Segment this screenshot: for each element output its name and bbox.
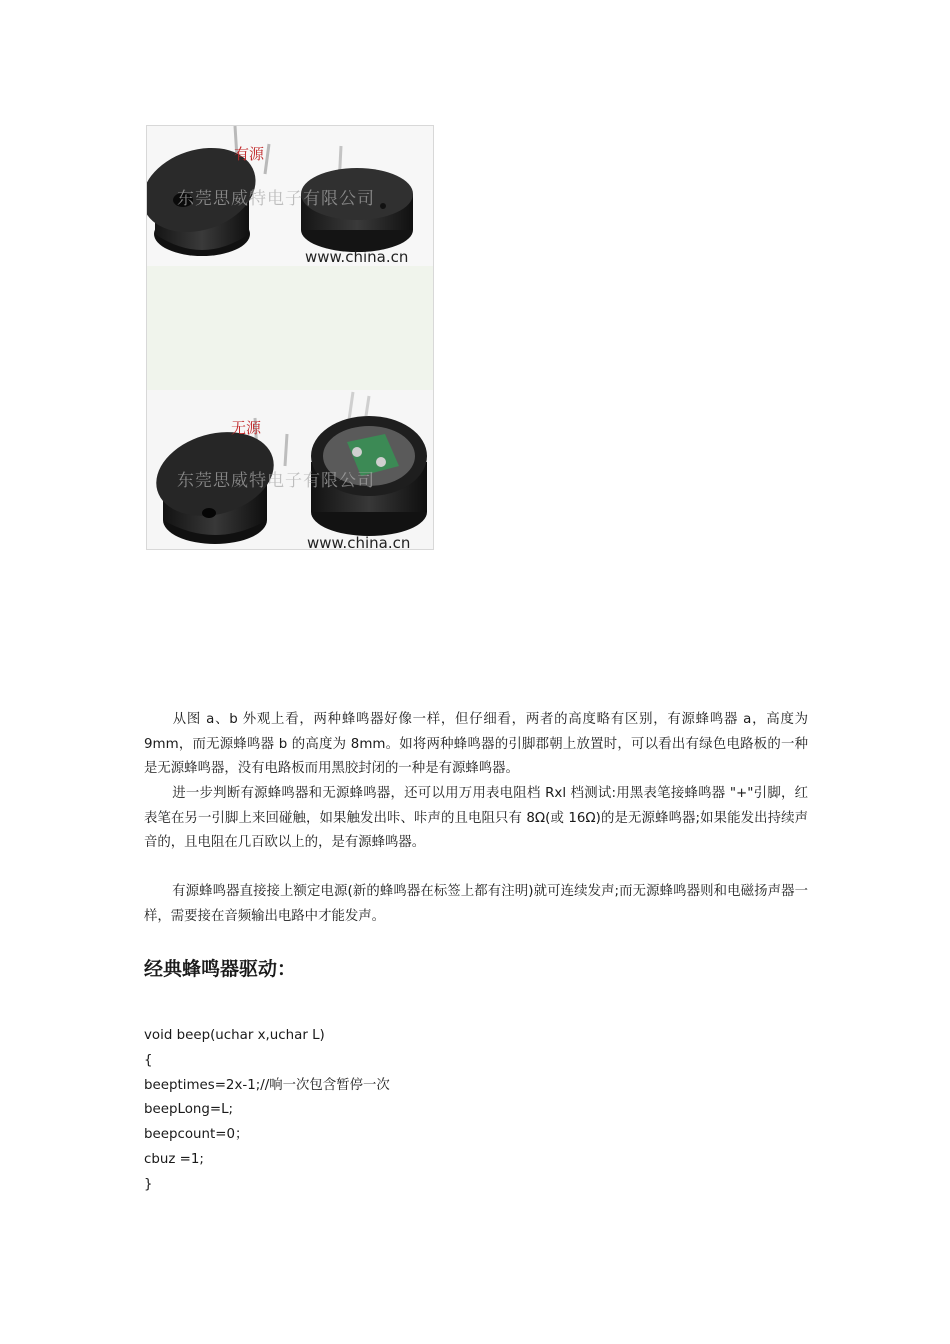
buzzer-photo-figure	[146, 125, 434, 550]
code-line: }	[144, 1176, 153, 1192]
url-top: www.china.cn	[305, 248, 409, 266]
code-line: beepcount=0；	[144, 1127, 249, 1143]
passive-buzzer-photo	[147, 390, 433, 550]
watermark-top: 东莞思威特电子有限公司	[177, 189, 375, 209]
code-line: beepLong=L;	[144, 1102, 234, 1118]
paragraph-appearance-text: 从图 a、b 外观上看，两种蜂鸣器好像一样，但仔细看，两者的高度略有区别，有源蜂鸣器 a，高度为 9mm，而无源蜂鸣器 b 的高度为 8mm。如将两种蜂鸣器的引脚郡朝上放置时，可以看出有绿色电路板的一种是无源蜂鸣器，没有电路板而用黑胶封闭的一种是有源蜂鸣器。	[144, 712, 808, 776]
paragraph-multimeter-text: 进一步判断有源蜂鸣器和无源蜂鸣器，还可以用万用表电阻档 Rxl 档测试:用黑表笔接蜂鸣器 "+"引脚，红表笔在另一引脚上来回碰触，如果触发出咔、咔声的且电阻只有 8Ω(或 16Ω)的是无源蜂鸣器;如果能发出持续声音的，且电阻在几百欧以上的，是有源蜂鸣器。	[144, 786, 808, 850]
code-line: cbuz =1;	[144, 1151, 204, 1167]
paragraph-appearance	[144, 708, 808, 782]
paragraph-usage	[144, 880, 808, 929]
active-buzzer-photo	[147, 126, 433, 266]
watermark-bottom: 东莞思威特电子有限公司	[177, 471, 375, 491]
paragraph-usage-text: 有源蜂鸣器直接接上额定电源(新的蜂鸣器在标签上都有注明)就可连续发声;而无源蜂鸣器则和电磁扬声器一样，需要接在音频输出电路中才能发声。	[144, 884, 808, 924]
code-line: {	[144, 1052, 153, 1068]
code-line: void beep(uchar x,uchar L)	[144, 1028, 325, 1043]
code-line: beeptimes=2x-1;//响一次包含暂停一次	[144, 1077, 390, 1093]
passive-label: 无源	[231, 419, 262, 437]
code-listing	[144, 1024, 390, 1198]
active-label: 有源	[234, 145, 265, 163]
section-heading: 经典蜂鸣器驱动：	[144, 958, 297, 980]
figure-blank-area	[147, 266, 433, 390]
paragraph-multimeter	[144, 782, 808, 856]
url-bottom: www.china.cn	[307, 534, 411, 550]
